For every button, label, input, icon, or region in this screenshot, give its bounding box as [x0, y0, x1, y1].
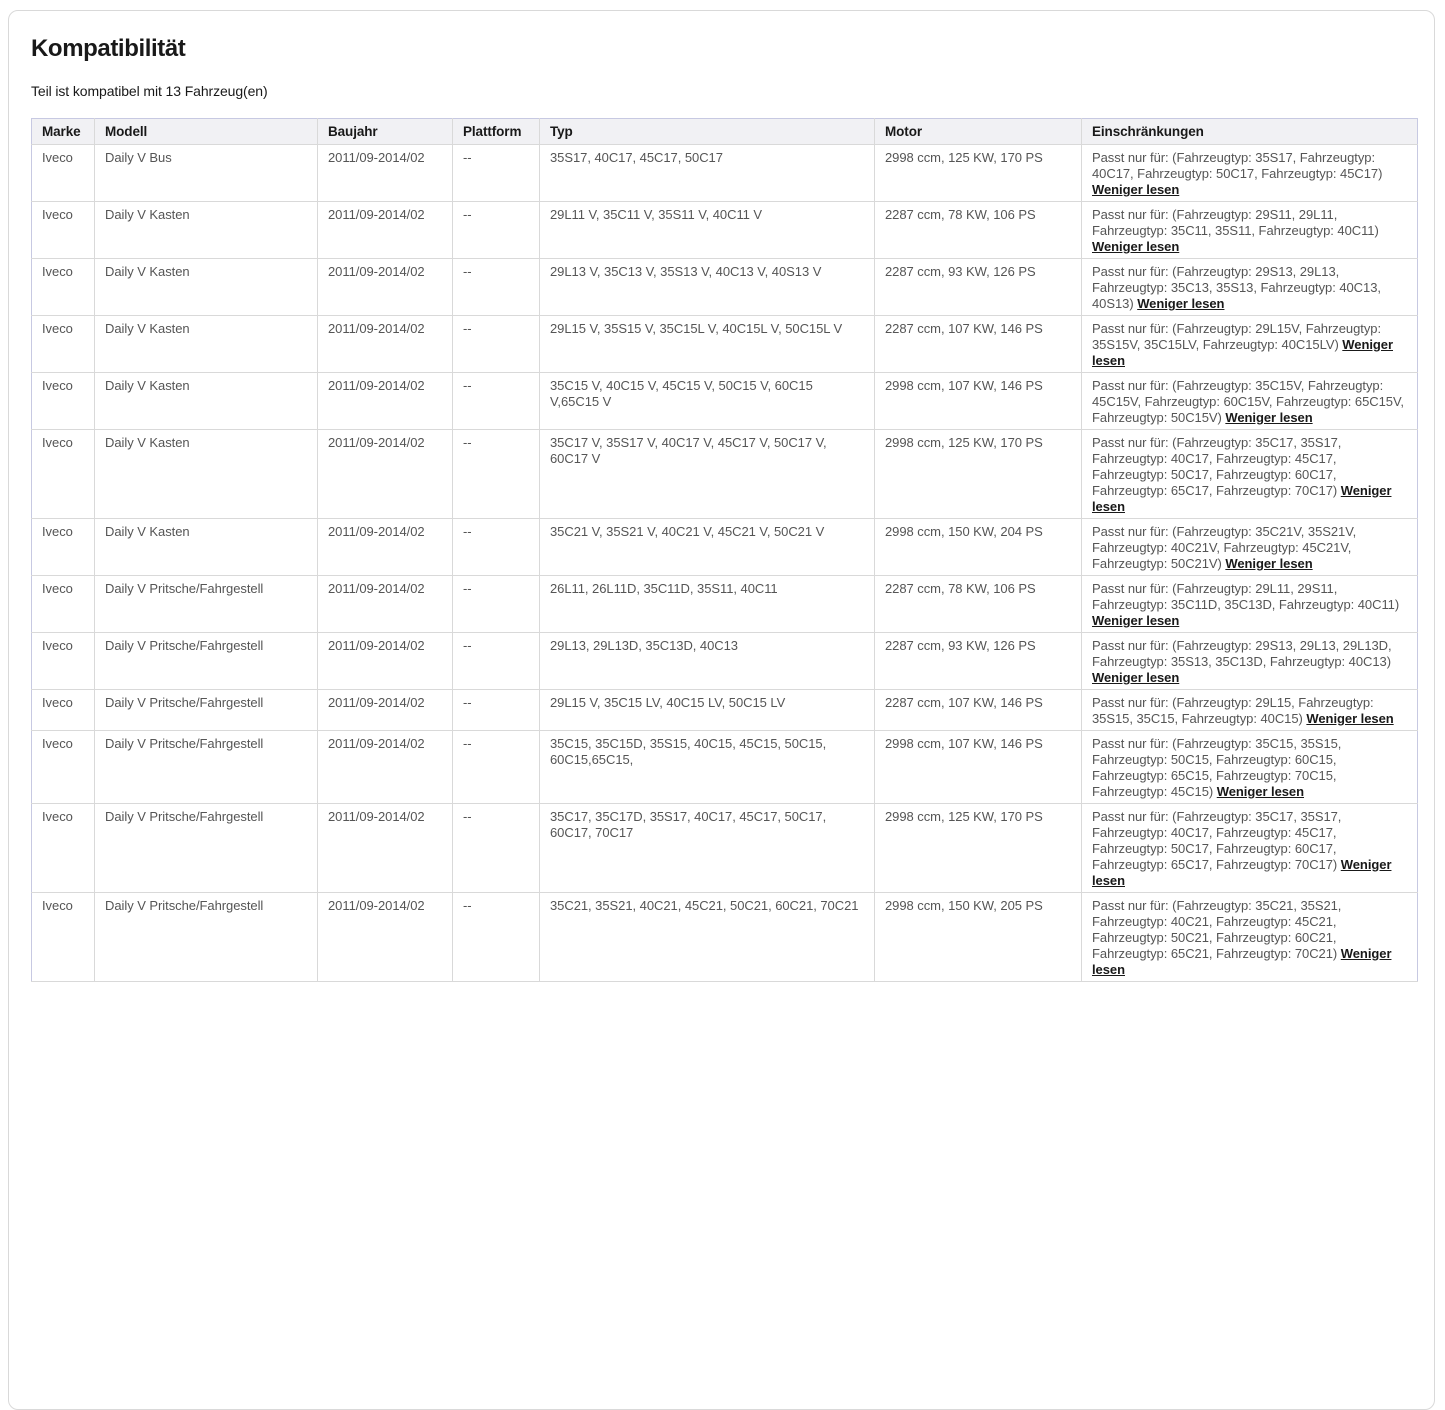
weniger-lesen-link[interactable]: Weniger lesen [1092, 182, 1180, 197]
cell-modell: Daily V Kasten [95, 316, 318, 373]
cell-einschraenkungen [1082, 519, 1418, 576]
cell-motor: 2998 ccm, 125 KW, 170 PS [875, 145, 1082, 202]
cell-motor: 2998 ccm, 150 KW, 204 PS [875, 519, 1082, 576]
cell-einschraenkungen [1082, 893, 1418, 982]
cell-einschraenkungen [1082, 690, 1418, 731]
weniger-lesen-link[interactable]: Weniger lesen [1092, 239, 1180, 254]
table-row [32, 430, 1418, 519]
cell-marke: Iveco [32, 259, 95, 316]
cell-baujahr: 2011/09-2014/02 [318, 202, 453, 259]
cell-plattform: -- [453, 316, 540, 373]
cell-baujahr: 2011/09-2014/02 [318, 145, 453, 202]
cell-modell: Daily V Kasten [95, 259, 318, 316]
compatibility-table [31, 118, 1418, 982]
cell-plattform: -- [453, 804, 540, 893]
col-header-marke: Marke [32, 119, 95, 145]
cell-motor: 2287 ccm, 93 KW, 126 PS [875, 633, 1082, 690]
cell-typ: 29L15 V, 35C15 LV, 40C15 LV, 50C15 LV [540, 690, 875, 731]
cell-baujahr: 2011/09-2014/02 [318, 576, 453, 633]
table-row [32, 373, 1418, 430]
cell-plattform: -- [453, 633, 540, 690]
compatibility-panel [8, 10, 1435, 1410]
restriction-text: Passt nur für: (Fahrzeugtyp: 35S17, Fahrzeugtyp: 40C17, Fahrzeugtyp: 50C17, Fahrzeugtyp: 45C17) [1092, 150, 1383, 181]
cell-marke: Iveco [32, 576, 95, 633]
col-header-modell: Modell [95, 119, 318, 145]
cell-modell: Daily V Kasten [95, 373, 318, 430]
weniger-lesen-link[interactable]: Weniger lesen [1092, 613, 1180, 628]
cell-modell: Daily V Kasten [95, 430, 318, 519]
cell-marke: Iveco [32, 731, 95, 804]
weniger-lesen-link[interactable]: Weniger lesen [1092, 946, 1392, 977]
cell-typ: 35C15, 35C15D, 35S15, 40C15, 45C15, 50C15, 60C15,65C15, [540, 731, 875, 804]
cell-baujahr: 2011/09-2014/02 [318, 893, 453, 982]
restriction-text: Passt nur für: (Fahrzeugtyp: 29L15V, Fahrzeugtyp: 35S15V, 35C15LV, Fahrzeugtyp: 40C15LV) [1092, 321, 1382, 352]
compat-table-body [32, 145, 1418, 982]
cell-typ: 29L13, 29L13D, 35C13D, 40C13 [540, 633, 875, 690]
weniger-lesen-link[interactable]: Weniger lesen [1092, 337, 1393, 368]
cell-plattform: -- [453, 259, 540, 316]
table-row [32, 893, 1418, 982]
cell-marke: Iveco [32, 690, 95, 731]
cell-motor: 2998 ccm, 125 KW, 170 PS [875, 804, 1082, 893]
col-header-plattform: Plattform [453, 119, 540, 145]
cell-modell: Daily V Pritsche/Fahrgestell [95, 893, 318, 982]
restriction-text: Passt nur für: (Fahrzeugtyp: 35C15V, Fahrzeugtyp: 45C15V, Fahrzeugtyp: 60C15V, Fahrzeugtyp: 65C15V, Fahrzeugtyp: 50C15V) [1092, 378, 1404, 425]
cell-typ: 29L13 V, 35C13 V, 35S13 V, 40C13 V, 40S13 V [540, 259, 875, 316]
cell-baujahr: 2011/09-2014/02 [318, 430, 453, 519]
restriction-text: Passt nur für: (Fahrzeugtyp: 29S13, 29L13, 29L13D, Fahrzeugtyp: 35S13, 35C13D, Fahrzeugtyp: 40C13) [1092, 638, 1392, 669]
cell-modell: Daily V Pritsche/Fahrgestell [95, 804, 318, 893]
cell-einschraenkungen [1082, 633, 1418, 690]
restriction-text: Passt nur für: (Fahrzeugtyp: 35C21, 35S21, Fahrzeugtyp: 40C21, Fahrzeugtyp: 45C21, Fahrzeugtyp: 50C21, Fahrzeugtyp: 60C21, Fahrzeugtyp: 65C21, Fahrzeugtyp: 70C21) [1092, 898, 1342, 961]
cell-modell: Daily V Bus [95, 145, 318, 202]
cell-typ: 35C17 V, 35S17 V, 40C17 V, 45C17 V, 50C17 V, 60C17 V [540, 430, 875, 519]
cell-motor: 2998 ccm, 150 KW, 205 PS [875, 893, 1082, 982]
cell-plattform: -- [453, 893, 540, 982]
restriction-text: Passt nur für: (Fahrzeugtyp: 29L11, 29S11, Fahrzeugtyp: 35C11D, 35C13D, Fahrzeugtyp: 40C11) [1092, 581, 1400, 612]
cell-motor: 2998 ccm, 125 KW, 170 PS [875, 430, 1082, 519]
col-header-typ: Typ [540, 119, 875, 145]
cell-plattform: -- [453, 145, 540, 202]
cell-plattform: -- [453, 202, 540, 259]
cell-einschraenkungen [1082, 259, 1418, 316]
cell-marke: Iveco [32, 519, 95, 576]
cell-typ: 35C21 V, 35S21 V, 40C21 V, 45C21 V, 50C21 V [540, 519, 875, 576]
col-header-baujahr: Baujahr [318, 119, 453, 145]
cell-motor: 2287 ccm, 93 KW, 126 PS [875, 259, 1082, 316]
compatibility-count-text: Teil ist kompatibel mit 13 Fahrzeug(en) [31, 83, 268, 99]
table-row [32, 731, 1418, 804]
table-row [32, 690, 1418, 731]
table-row [32, 316, 1418, 373]
cell-einschraenkungen [1082, 316, 1418, 373]
cell-modell: Daily V Pritsche/Fahrgestell [95, 576, 318, 633]
cell-typ: 29L11 V, 35C11 V, 35S11 V, 40C11 V [540, 202, 875, 259]
table-row [32, 576, 1418, 633]
cell-marke: Iveco [32, 202, 95, 259]
table-row [32, 633, 1418, 690]
cell-baujahr: 2011/09-2014/02 [318, 731, 453, 804]
weniger-lesen-link[interactable]: Weniger lesen [1092, 670, 1180, 685]
cell-plattform: -- [453, 373, 540, 430]
cell-baujahr: 2011/09-2014/02 [318, 373, 453, 430]
cell-plattform: -- [453, 430, 540, 519]
cell-modell: Daily V Pritsche/Fahrgestell [95, 690, 318, 731]
cell-marke: Iveco [32, 145, 95, 202]
weniger-lesen-link[interactable]: Weniger lesen [1225, 556, 1313, 571]
restriction-text: Passt nur für: (Fahrzeugtyp: 29S13, 29L13, Fahrzeugtyp: 35C13, 35S13, Fahrzeugtyp: 40C13, 40S13) [1092, 264, 1381, 311]
cell-marke: Iveco [32, 633, 95, 690]
restriction-text: Passt nur für: (Fahrzeugtyp: 29L15, Fahrzeugtyp: 35S15, 35C15, Fahrzeugtyp: 40C15) [1092, 695, 1374, 726]
cell-baujahr: 2011/09-2014/02 [318, 633, 453, 690]
cell-typ: 29L15 V, 35S15 V, 35C15L V, 40C15L V, 50C15L V [540, 316, 875, 373]
page-title: Kompatibilität [31, 35, 186, 62]
cell-marke: Iveco [32, 373, 95, 430]
cell-modell: Daily V Kasten [95, 519, 318, 576]
cell-marke: Iveco [32, 804, 95, 893]
cell-baujahr: 2011/09-2014/02 [318, 804, 453, 893]
weniger-lesen-link[interactable]: Weniger lesen [1225, 410, 1313, 425]
cell-motor: 2998 ccm, 107 KW, 146 PS [875, 373, 1082, 430]
cell-einschraenkungen [1082, 731, 1418, 804]
col-header-einschraenkungen: Einschränkungen [1082, 119, 1418, 145]
cell-typ: 35C21, 35S21, 40C21, 45C21, 50C21, 60C21, 70C21 [540, 893, 875, 982]
cell-einschraenkungen [1082, 202, 1418, 259]
cell-marke: Iveco [32, 893, 95, 982]
cell-modell: Daily V Kasten [95, 202, 318, 259]
cell-plattform: -- [453, 731, 540, 804]
cell-baujahr: 2011/09-2014/02 [318, 316, 453, 373]
cell-baujahr: 2011/09-2014/02 [318, 259, 453, 316]
weniger-lesen-link[interactable]: Weniger lesen [1306, 711, 1394, 726]
table-row [32, 145, 1418, 202]
restriction-text: Passt nur für: (Fahrzeugtyp: 35C17, 35S17, Fahrzeugtyp: 40C17, Fahrzeugtyp: 45C17, Fahrzeugtyp: 50C17, Fahrzeugtyp: 60C17, Fahrzeugtyp: 65C17, Fahrzeugtyp: 70C17) [1092, 435, 1342, 498]
cell-marke: Iveco [32, 430, 95, 519]
weniger-lesen-link[interactable]: Weniger lesen [1216, 784, 1305, 799]
col-header-motor: Motor [875, 119, 1082, 145]
cell-marke: Iveco [32, 316, 95, 373]
cell-baujahr: 2011/09-2014/02 [318, 519, 453, 576]
restriction-text: Passt nur für: (Fahrzeugtyp: 35C15, 35S15, Fahrzeugtyp: 50C15, Fahrzeugtyp: 60C15, Fahrzeugtyp: 65C15, Fahrzeugtyp: 70C15, Fahrzeugtyp: 45C15) [1092, 736, 1342, 799]
cell-plattform: -- [453, 576, 540, 633]
cell-einschraenkungen [1082, 145, 1418, 202]
cell-plattform: -- [453, 690, 540, 731]
weniger-lesen-link[interactable]: Weniger lesen [1137, 296, 1225, 311]
cell-typ: 35C15 V, 40C15 V, 45C15 V, 50C15 V, 60C15 V,65C15 V [540, 373, 875, 430]
compatibility-table-header [32, 119, 1418, 145]
restriction-text: Passt nur für: (Fahrzeugtyp: 29S11, 29L11, Fahrzeugtyp: 35C11, 35S11, Fahrzeugtyp: 40C11) [1092, 207, 1379, 238]
cell-motor: 2287 ccm, 78 KW, 106 PS [875, 202, 1082, 259]
table-row [32, 259, 1418, 316]
cell-typ: 35S17, 40C17, 45C17, 50C17 [540, 145, 875, 202]
cell-einschraenkungen [1082, 373, 1418, 430]
weniger-lesen-link[interactable]: Weniger lesen [1092, 483, 1392, 514]
cell-motor: 2998 ccm, 107 KW, 146 PS [875, 731, 1082, 804]
cell-motor: 2287 ccm, 78 KW, 106 PS [875, 576, 1082, 633]
cell-einschraenkungen [1082, 576, 1418, 633]
cell-typ: 26L11, 26L11D, 35C11D, 35S11, 40C11 [540, 576, 875, 633]
cell-plattform: -- [453, 519, 540, 576]
table-row [32, 804, 1418, 893]
restriction-text: Passt nur für: (Fahrzeugtyp: 35C17, 35S17, Fahrzeugtyp: 40C17, Fahrzeugtyp: 45C17, Fahrzeugtyp: 50C17, Fahrzeugtyp: 60C17, Fahrzeugtyp: 65C17, Fahrzeugtyp: 70C17) [1092, 809, 1342, 872]
cell-einschraenkungen [1082, 804, 1418, 893]
table-row [32, 519, 1418, 576]
cell-modell: Daily V Pritsche/Fahrgestell [95, 731, 318, 804]
cell-baujahr: 2011/09-2014/02 [318, 690, 453, 731]
weniger-lesen-link[interactable]: Weniger lesen [1092, 857, 1392, 888]
cell-modell: Daily V Pritsche/Fahrgestell [95, 633, 318, 690]
restriction-text: Passt nur für: (Fahrzeugtyp: 35C21V, 35S21V, Fahrzeugtyp: 40C21V, Fahrzeugtyp: 45C21V, Fahrzeugtyp: 50C21V) [1092, 524, 1357, 571]
cell-motor: 2287 ccm, 107 KW, 146 PS [875, 316, 1082, 373]
cell-motor: 2287 ccm, 107 KW, 146 PS [875, 690, 1082, 731]
cell-typ: 35C17, 35C17D, 35S17, 40C17, 45C17, 50C17, 60C17, 70C17 [540, 804, 875, 893]
table-row [32, 202, 1418, 259]
cell-einschraenkungen [1082, 430, 1418, 519]
